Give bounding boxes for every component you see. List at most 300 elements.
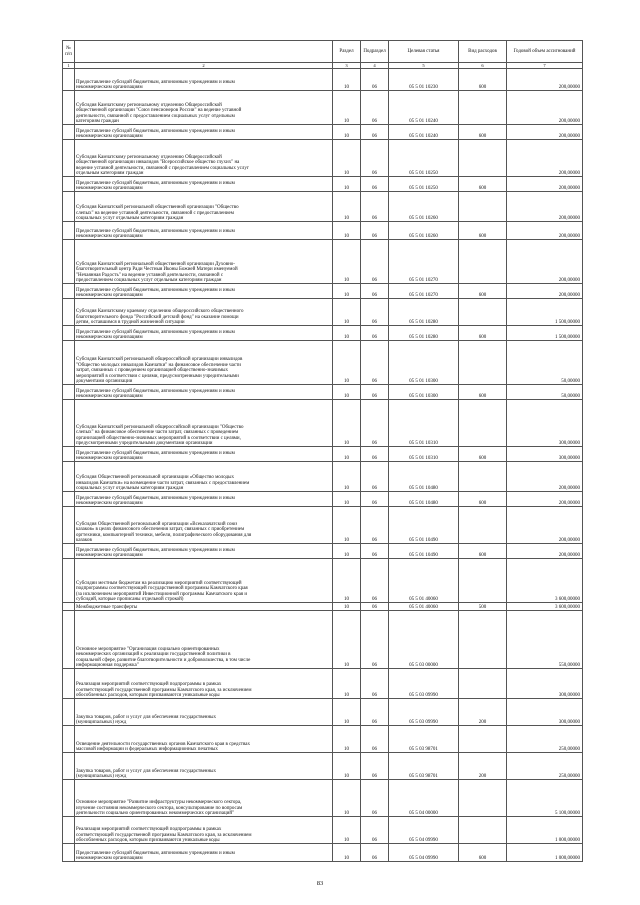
row-expense-type: 600 <box>459 385 507 400</box>
row-amount: 550,00000 <box>507 611 583 669</box>
table-row <box>63 726 583 753</box>
table-row <box>63 844 583 862</box>
row-expense-type <box>459 726 507 753</box>
row-expense-type: 600 <box>459 222 507 240</box>
row-name-line: деятельности, связанной с предоставлением социальных услуг отдельным <box>76 113 235 119</box>
row-target-article: 05 5 03 98701 <box>389 726 459 753</box>
row-expense-type <box>459 341 507 385</box>
table-row <box>63 385 583 400</box>
row-number <box>63 507 75 544</box>
row-amount: 1 000,00000 <box>507 844 583 862</box>
row-target-article: 05 5 01 10250 <box>389 177 459 192</box>
header-num: № п/п <box>63 41 75 63</box>
row-amount: 250,00000 <box>507 726 583 753</box>
row-razdel: 10 <box>333 69 361 91</box>
row-amount: 200,00000 <box>507 284 583 299</box>
header-target-article: Целевая статья <box>389 41 459 63</box>
row-razdel: 10 <box>333 222 361 240</box>
row-name-line: некоммерческим организациям <box>76 85 143 90</box>
row-target-article: 05 5 04 00000 <box>389 780 459 817</box>
row-podrazdel: 06 <box>361 726 389 753</box>
table-row <box>63 699 583 726</box>
row-amount: 200,00000 <box>507 69 583 91</box>
row-razdel: 10 <box>333 669 361 699</box>
row-target-article: 05 5 04 09990 <box>389 817 459 844</box>
row-name-line: некоммерческим организациям <box>76 293 143 298</box>
row-target-article: 05 5 01 10240 <box>389 91 459 125</box>
row-razdel: 10 <box>333 544 361 559</box>
row-target-article: 05 5 01 10300 <box>389 385 459 400</box>
row-amount: 300,00000 <box>507 447 583 462</box>
row-number <box>63 140 75 177</box>
row-name-line: Субсидия Камчатской региональной общественной организации "Общество <box>76 205 239 211</box>
row-name-line: Основное мероприятие "Развитие инфраструктуры некоммерческого сектора, <box>76 800 242 806</box>
row-name-line: некоммерческим организациям <box>76 335 143 340</box>
row-expense-type <box>459 507 507 544</box>
row-name-line: некоммерческим организациям <box>76 856 143 861</box>
row-name <box>75 753 333 780</box>
row-amount: 50,00000 <box>507 341 583 385</box>
row-name-line: подпрограммы соответствующей государственной программы Камчатского края <box>76 586 248 592</box>
row-target-article: 05 5 01 10260 <box>389 192 459 222</box>
row-amount: 200,00000 <box>507 177 583 192</box>
row-name-line: некоммерческим организациям <box>76 394 143 399</box>
row-number <box>63 177 75 192</box>
row-podrazdel: 06 <box>361 753 389 780</box>
row-podrazdel: 06 <box>361 817 389 844</box>
row-target-article: 05 5 01 10250 <box>389 140 459 177</box>
row-name-line: "Общество молодых инвалидов Камчатки" на финансовое обеспечение части <box>76 362 241 368</box>
row-podrazdel: 06 <box>361 140 389 177</box>
row-razdel: 10 <box>333 611 361 669</box>
row-target-article: 05 5 03 09990 <box>389 699 459 726</box>
row-name <box>75 140 333 177</box>
row-expense-type: 600 <box>459 177 507 192</box>
row-name-line: некоммерческим организациям <box>76 553 143 558</box>
row-name-line: Субсидия Камчатской региональной общероссийской организации инвалидов <box>76 357 243 363</box>
row-name <box>75 91 333 125</box>
row-name-line: слепых" на ведение уставной деятельности, связанной с предоставлением <box>76 210 234 216</box>
row-name-line: деятельности социально ориентированных некоммерческих организаций" <box>76 811 235 816</box>
row-target-article: 05 5 01 10310 <box>389 447 459 462</box>
row-podrazdel: 06 <box>361 603 389 611</box>
row-razdel: 10 <box>333 240 361 284</box>
row-number <box>63 341 75 385</box>
row-number <box>63 385 75 400</box>
row-name <box>75 326 333 341</box>
row-target-article: 05 5 01 10240 <box>389 125 459 140</box>
row-podrazdel: 06 <box>361 222 389 240</box>
row-number <box>63 125 75 140</box>
row-target-article: 05 5 01 10230 <box>389 69 459 91</box>
row-target-article: 05 5 01 10270 <box>389 284 459 299</box>
row-name-line: казаков <box>76 538 92 543</box>
table-row <box>63 341 583 385</box>
row-name-line: Предоставление субсидий бюджетным, автономным учреждениям и иным <box>76 287 235 293</box>
row-name-line: Реализация мероприятий соответствующей подпрограммы в рамках <box>76 682 222 688</box>
row-name-line: казаков» в целях финансового обеспечения затрат, связанных с приобретением <box>76 527 245 533</box>
row-name-line: социальных услуг отдельным категориям граждан <box>76 486 184 491</box>
row-name <box>75 284 333 299</box>
table-row <box>63 177 583 192</box>
column-number: 3 <box>333 63 361 69</box>
row-razdel: 10 <box>333 780 361 817</box>
row-podrazdel: 06 <box>361 462 389 492</box>
row-name-line: Субсидия Камчатскому региональному отделению Общероссийской <box>76 102 222 108</box>
table-row <box>63 192 583 222</box>
row-name-line: предусмотренными учредительными документами организации <box>76 441 213 446</box>
row-name-line: Субсидия Общественной региональной организации «Всеказачатский союз <box>76 521 238 527</box>
row-name-line: Межбюджетные трансферты <box>76 605 138 610</box>
row-name-line: Закупка товаров, работ и услуг для обеспечения государственных <box>76 768 217 774</box>
row-name-line: некоммерческим организациям <box>76 134 143 139</box>
header-podrazdel: Подраздел <box>361 41 389 63</box>
row-name-line: социальной сфере, развитие благотворительности и добровольчества, в том числе <box>76 657 251 663</box>
row-target-article: 05 5 01 10490 <box>389 507 459 544</box>
row-number <box>63 603 75 611</box>
row-name-line: Предоставление субсидий бюджетным, автономным учреждениям и иным <box>76 450 235 456</box>
row-podrazdel: 06 <box>361 341 389 385</box>
row-amount: 300,00000 <box>507 699 583 726</box>
row-target-article: 05 5 01 10280 <box>389 299 459 326</box>
row-expense-type <box>459 140 507 177</box>
row-name-line: некоммерческим организациям <box>76 501 143 506</box>
row-name-line: категориям граждан <box>76 119 119 124</box>
row-name-line: "Нечаянная Радость" на ведение уставной деятельности, связанной с <box>76 272 224 278</box>
row-razdel: 10 <box>333 726 361 753</box>
row-amount: 200,00000 <box>507 140 583 177</box>
row-number <box>63 544 75 559</box>
row-podrazdel: 06 <box>361 326 389 341</box>
row-expense-type <box>459 669 507 699</box>
row-razdel: 10 <box>333 284 361 299</box>
row-name <box>75 669 333 699</box>
row-amount: 200,00000 <box>507 222 583 240</box>
header-razdel: Раздел <box>333 41 361 63</box>
row-name <box>75 462 333 492</box>
row-expense-type <box>459 91 507 125</box>
row-razdel: 10 <box>333 400 361 447</box>
row-name <box>75 222 333 240</box>
row-target-article: 05 5 01 10480 <box>389 492 459 507</box>
table-row <box>63 125 583 140</box>
row-razdel: 10 <box>333 559 361 603</box>
row-name-line: Предоставление субсидий бюджетным, автономным учреждениям и иным <box>76 79 235 85</box>
row-name-line: Предоставление субсидий бюджетным, автономным учреждениям и иным <box>76 128 235 134</box>
row-amount: 1 500,00000 <box>507 326 583 341</box>
row-expense-type <box>459 611 507 669</box>
table-row <box>63 462 583 492</box>
row-podrazdel: 06 <box>361 669 389 699</box>
row-target-article: 05 5 01 40060 <box>389 603 459 611</box>
budget-table <box>62 40 583 862</box>
row-name-line: Субсидия Камчатскому региональному отделению Общероссийской <box>76 154 222 160</box>
table-row <box>63 753 583 780</box>
row-amount: 200,00000 <box>507 91 583 125</box>
row-name-line: соответствующей государственной программы Камчатского края, за исключением <box>76 832 252 838</box>
row-amount: 1 500,00000 <box>507 299 583 326</box>
row-razdel: 10 <box>333 603 361 611</box>
column-number: 4 <box>361 63 389 69</box>
row-name <box>75 780 333 817</box>
row-podrazdel: 06 <box>361 447 389 462</box>
row-name-line: обособленных расходов, которым присваиваются уникальные коды <box>76 838 220 843</box>
row-expense-type: 600 <box>459 326 507 341</box>
row-amount: 1 000,00000 <box>507 817 583 844</box>
table-row <box>63 299 583 326</box>
row-amount: 300,00000 <box>507 400 583 447</box>
row-number <box>63 400 75 447</box>
row-target-article: 05 5 01 10310 <box>389 400 459 447</box>
row-razdel: 10 <box>333 492 361 507</box>
column-number: 1 <box>63 63 75 69</box>
row-name-line: детям, оставшимся в трудной жизненной ситуации <box>76 320 185 325</box>
row-number <box>63 817 75 844</box>
table-row <box>63 400 583 447</box>
row-podrazdel: 06 <box>361 544 389 559</box>
row-name-line: Субсидия Камчатской региональной общероссийской организации "Общество <box>76 424 244 430</box>
row-expense-type: 600 <box>459 125 507 140</box>
row-number <box>63 299 75 326</box>
row-target-article: 05 5 01 10280 <box>389 326 459 341</box>
table-row <box>63 222 583 240</box>
row-number <box>63 780 75 817</box>
row-target-article: 05 5 01 40060 <box>389 559 459 603</box>
header-name <box>75 41 333 63</box>
row-name-line: общественной организации "Союз пенсионеров России" на ведение уставной <box>76 108 242 114</box>
row-name-line: общественной организации инвалидов "Всероссийское общество глухих" на <box>76 160 240 166</box>
row-number <box>63 240 75 284</box>
row-razdel: 10 <box>333 125 361 140</box>
column-number: 5 <box>389 63 459 69</box>
row-name <box>75 544 333 559</box>
row-amount: 5 100,00000 <box>507 780 583 817</box>
row-name-line: некоммерческим организациям <box>76 234 143 239</box>
row-number <box>63 222 75 240</box>
row-number <box>63 753 75 780</box>
table-row <box>63 447 583 462</box>
row-name-line: (муниципальных) нужд <box>76 720 127 725</box>
row-number <box>63 844 75 862</box>
table-row <box>63 559 583 603</box>
row-amount: 200,00000 <box>507 492 583 507</box>
table-row <box>63 669 583 699</box>
row-number <box>63 462 75 492</box>
row-expense-type: 600 <box>459 69 507 91</box>
table-row <box>63 326 583 341</box>
row-target-article: 05 5 01 10270 <box>389 240 459 284</box>
row-amount: 200,00000 <box>507 462 583 492</box>
row-podrazdel: 06 <box>361 125 389 140</box>
row-name <box>75 177 333 192</box>
row-expense-type <box>459 299 507 326</box>
header-row <box>63 41 583 63</box>
row-razdel: 10 <box>333 844 361 862</box>
row-podrazdel: 06 <box>361 299 389 326</box>
row-number <box>63 669 75 699</box>
row-name-line: массовой информации и федеральных информационных печатных <box>76 747 218 752</box>
row-razdel: 10 <box>333 753 361 780</box>
row-name-line: предоставлением социальных услуг отдельным категориям граждан <box>76 278 222 283</box>
row-amount: 50,00000 <box>507 385 583 400</box>
header-expense-type: Вид расходов <box>459 41 507 63</box>
column-number: 7 <box>507 63 583 69</box>
row-expense-type: 500 <box>459 603 507 611</box>
row-amount: 200,00000 <box>507 192 583 222</box>
row-name <box>75 69 333 91</box>
row-razdel: 10 <box>333 91 361 125</box>
row-name-line: (за исключением мероприятий Инвестиционной программы Камчатского края и <box>76 591 248 597</box>
row-name <box>75 844 333 862</box>
row-name-line: Субсидия Общественной региональной организации «Общество молодых <box>76 475 234 481</box>
row-podrazdel: 06 <box>361 91 389 125</box>
row-name-line: Предоставление субсидий бюджетным, автономным учреждениям и иным <box>76 495 235 501</box>
row-name <box>75 559 333 603</box>
row-podrazdel: 06 <box>361 699 389 726</box>
row-name-line: обособленных расходов, которым присваиваются уникальные коды <box>76 693 220 698</box>
row-podrazdel: 06 <box>361 400 389 447</box>
row-name-line: Предоставление субсидий бюджетным, автономным учреждениям и иным <box>76 547 235 553</box>
page-number: 83 <box>316 880 324 887</box>
row-name-line: Предоставление субсидий бюджетным, автономным учреждениям и иным <box>76 850 235 856</box>
row-name-line: Субсидия Камчатскому краевому отделению общероссийского общественного <box>76 309 244 315</box>
row-target-article: 05 5 01 10490 <box>389 544 459 559</box>
row-razdel: 10 <box>333 462 361 492</box>
row-name <box>75 699 333 726</box>
row-name <box>75 400 333 447</box>
row-razdel: 10 <box>333 447 361 462</box>
row-name <box>75 125 333 140</box>
row-name-line: мероприятий в соответствии с целями, предусмотренными учредительными <box>76 373 239 379</box>
row-name-line: Освещение деятельности государственных органов Камчатского края в средствах <box>76 741 250 747</box>
table-row <box>63 611 583 669</box>
row-name-line: Реализация мероприятий соответствующей подпрограммы в рамках <box>76 827 222 833</box>
row-razdel: 10 <box>333 385 361 400</box>
row-name <box>75 385 333 400</box>
row-amount: 300,00000 <box>507 669 583 699</box>
row-number <box>63 726 75 753</box>
row-expense-type: 200 <box>459 753 507 780</box>
row-name-line: отдельным категориям граждан <box>76 171 144 176</box>
row-name-line: ведение уставной деятельности, связанной с предоставлением социальных услуг <box>76 165 249 171</box>
row-amount: 200,00000 <box>507 544 583 559</box>
row-target-article: 05 5 03 98701 <box>389 753 459 780</box>
row-razdel: 10 <box>333 341 361 385</box>
row-razdel: 10 <box>333 817 361 844</box>
row-expense-type <box>459 400 507 447</box>
row-name-line: изучение состояния некоммерческого сектора, консультирование по вопросам <box>76 805 243 811</box>
row-razdel: 10 <box>333 299 361 326</box>
row-expense-type <box>459 240 507 284</box>
budget-table-container <box>62 40 582 862</box>
row-number <box>63 91 75 125</box>
row-name <box>75 447 333 462</box>
row-expense-type: 600 <box>459 544 507 559</box>
row-name <box>75 299 333 326</box>
row-name-line: субсидий, которые прописаны отдельной строкой) <box>76 597 184 602</box>
table-row <box>63 69 583 91</box>
row-name-line: соответствующей государственной программы Камчатского края, за исключением <box>76 687 252 693</box>
row-number <box>63 284 75 299</box>
row-name-line: Предоставление субсидий бюджетным, автономным учреждениям и иным <box>76 228 235 234</box>
row-razdel: 10 <box>333 507 361 544</box>
row-name-line: социальных услуг отдельным категориям граждан <box>76 216 184 221</box>
row-number <box>63 611 75 669</box>
row-expense-type: 600 <box>459 447 507 462</box>
row-expense-type: 600 <box>459 844 507 862</box>
row-name-line: Основное мероприятие "Организация социально ориентированных <box>76 646 220 652</box>
row-name-line: инвалидов Камчатки» на возмещение части затрат, связанных с предоставлением <box>76 480 250 486</box>
row-name <box>75 726 333 753</box>
table-row <box>63 780 583 817</box>
table-row <box>63 91 583 125</box>
row-razdel: 10 <box>333 326 361 341</box>
row-podrazdel: 06 <box>361 177 389 192</box>
row-name <box>75 192 333 222</box>
row-expense-type: 600 <box>459 492 507 507</box>
row-number <box>63 69 75 91</box>
row-expense-type <box>459 462 507 492</box>
table-row <box>63 544 583 559</box>
row-name-line: благотворительного фонда "Российский детский фонд" на оказание помощи <box>76 314 239 320</box>
row-number <box>63 559 75 603</box>
row-razdel: 10 <box>333 140 361 177</box>
row-expense-type: 200 <box>459 699 507 726</box>
row-name-line: Субсидия Камчатской региональной общественной организации Духовно- <box>76 261 235 267</box>
header-annual-amount: Годовой объем ассигнований <box>507 41 583 63</box>
row-name-line: Предоставление субсидий бюджетным, автономным учреждениям и иным <box>76 329 235 335</box>
row-name <box>75 240 333 284</box>
row-number <box>63 699 75 726</box>
row-name <box>75 611 333 669</box>
row-number <box>63 492 75 507</box>
row-name-line: некоммерческим организациям <box>76 456 143 461</box>
row-expense-type <box>459 559 507 603</box>
row-name <box>75 603 333 611</box>
row-amount: 250,00000 <box>507 753 583 780</box>
row-name-line: некоммерческих организаций к реализации государственной политики в <box>76 652 231 658</box>
row-name-line: организацией общественно-значимых мероприятий в соответствии с целями, <box>76 435 241 441</box>
row-name-line: Субсидии местным бюджетам на реализацию мероприятий соответствующей <box>76 580 242 586</box>
row-target-article: 05 5 03 00000 <box>389 611 459 669</box>
row-podrazdel: 06 <box>361 385 389 400</box>
table-row <box>63 603 583 611</box>
table-row <box>63 507 583 544</box>
row-podrazdel: 06 <box>361 507 389 544</box>
table-row <box>63 140 583 177</box>
column-number: 2 <box>75 63 333 69</box>
row-number <box>63 192 75 222</box>
row-podrazdel: 06 <box>361 611 389 669</box>
row-target-article: 05 5 03 09990 <box>389 669 459 699</box>
row-number <box>63 326 75 341</box>
row-podrazdel: 06 <box>361 559 389 603</box>
row-expense-type: 600 <box>459 284 507 299</box>
row-expense-type <box>459 817 507 844</box>
column-number: 6 <box>459 63 507 69</box>
table-row <box>63 284 583 299</box>
row-number <box>63 447 75 462</box>
row-name-line: информационная поддержка" <box>76 663 139 668</box>
row-podrazdel: 06 <box>361 240 389 284</box>
row-name <box>75 817 333 844</box>
row-name-line: Закупка товаров, работ и услуг для обеспечения государственных <box>76 714 217 720</box>
row-amount: 200,00000 <box>507 507 583 544</box>
row-amount: 200,00000 <box>507 240 583 284</box>
row-name-line: Предоставление субсидий бюджетным, автономным учреждениям и иным <box>76 388 235 394</box>
row-name <box>75 341 333 385</box>
row-razdel: 10 <box>333 192 361 222</box>
